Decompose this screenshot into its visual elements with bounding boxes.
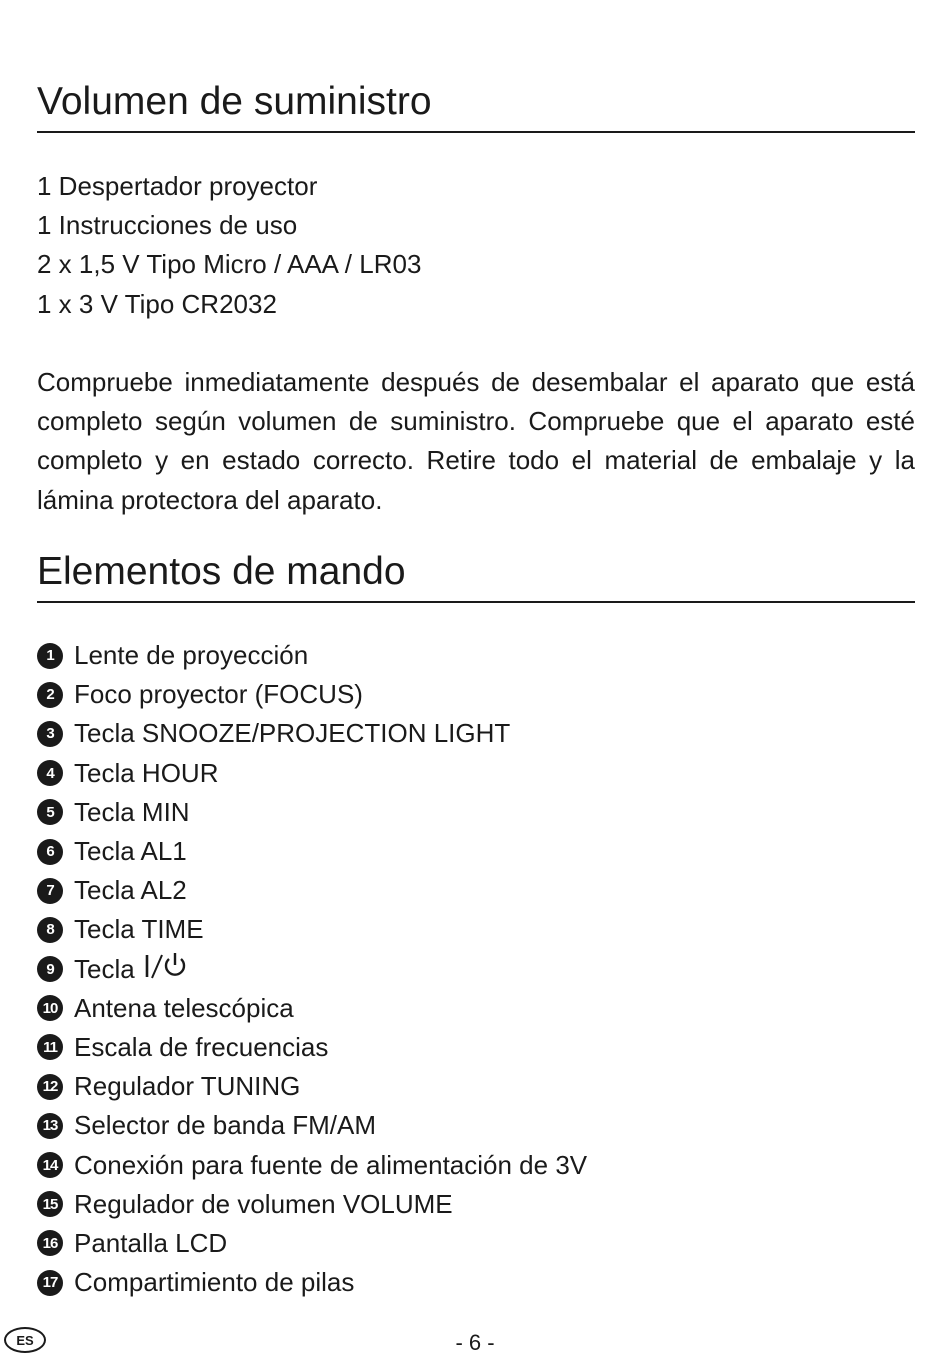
- control-label: Tecla MIN: [74, 796, 190, 827]
- control-label: Foco proyector (FOCUS): [74, 679, 363, 710]
- control-label: Tecla: [74, 953, 135, 984]
- control-label: Pantalla LCD: [74, 1227, 228, 1258]
- item-number-badge: 3: [37, 721, 63, 747]
- control-item: [37, 1145, 587, 1184]
- control-item: [37, 675, 587, 714]
- control-item: [37, 989, 587, 1028]
- controls-section: [37, 550, 915, 603]
- control-item: [37, 950, 587, 989]
- control-label: Tecla SNOOZE/PROJECTION LIGHT: [74, 718, 511, 749]
- control-label: Compartimiento de pilas: [74, 1267, 355, 1298]
- item-number-badge: 7: [37, 878, 63, 904]
- supply-list: [37, 167, 421, 324]
- control-item: [37, 910, 587, 949]
- control-item: [37, 714, 587, 753]
- language-badge: ES: [4, 1327, 46, 1353]
- item-number-badge: 13: [37, 1113, 63, 1139]
- supply-item: 2 x 1,5 V Tipo Micro / AAA / LR03: [37, 249, 422, 280]
- control-label: Conexión para fuente de alimentación de 3V: [74, 1149, 588, 1180]
- item-number-badge: 16: [37, 1230, 63, 1256]
- control-item: [37, 754, 587, 793]
- control-item: [37, 1106, 587, 1145]
- supply-item: 1 Instrucciones de uso: [37, 210, 298, 241]
- item-number-badge: 9: [37, 956, 63, 982]
- control-item: [37, 1067, 587, 1106]
- control-item: [37, 1224, 587, 1263]
- control-item: [37, 1263, 587, 1302]
- control-label: Regulador de volumen VOLUME: [74, 1188, 453, 1219]
- controls-heading: Elementos de mando: [37, 550, 915, 603]
- controls-list: [37, 636, 587, 1302]
- supply-section: [37, 80, 915, 133]
- item-number-badge: 15: [37, 1191, 63, 1217]
- control-label: Lente de proyección: [74, 640, 309, 671]
- item-number-badge: 6: [37, 839, 63, 865]
- check-paragraph: Compruebe inmediatamente después de desembalar el aparato que está completo según volumen de suministro. Compruebe que el aparato esté completo y en estado correcto. Retire todo el material de embalaje y la lámina protectora del aparato.: [37, 367, 915, 515]
- control-item: [37, 636, 587, 675]
- control-item: [37, 832, 587, 871]
- item-number-badge: 17: [37, 1270, 63, 1296]
- control-item: [37, 793, 587, 832]
- control-label: Tecla TIME: [74, 914, 204, 945]
- control-label: Tecla AL1: [74, 836, 187, 867]
- control-label: Selector de banda FM/AM: [74, 1110, 377, 1141]
- item-number-badge: 11: [37, 1034, 63, 1060]
- supply-item: 1 Despertador proyector: [37, 171, 318, 201]
- control-label: Escala de frecuencias: [74, 1031, 329, 1062]
- item-number-badge: 4: [37, 760, 63, 786]
- control-item: [37, 1028, 587, 1067]
- control-item: [37, 871, 587, 910]
- supply-heading: Volumen de suministro: [37, 80, 915, 133]
- control-label: Tecla AL2: [74, 875, 187, 906]
- item-number-badge: 2: [37, 682, 63, 708]
- item-number-badge: 10: [37, 995, 63, 1021]
- page-number: - 6 -: [455, 1330, 495, 1355]
- item-number-badge: 14: [37, 1152, 63, 1178]
- item-number-badge: 8: [37, 917, 63, 943]
- supply-item: 1 x 3 V Tipo CR2032: [37, 288, 277, 319]
- control-label: Regulador TUNING: [74, 1071, 301, 1102]
- control-label: Antena telescópica: [74, 992, 294, 1023]
- item-number-badge: 12: [37, 1074, 63, 1100]
- power-standby-icon: [143, 952, 189, 987]
- item-number-badge: 5: [37, 799, 63, 825]
- control-item: [37, 1185, 587, 1224]
- item-number-badge: 1: [37, 643, 63, 669]
- control-label: Tecla HOUR: [74, 757, 219, 788]
